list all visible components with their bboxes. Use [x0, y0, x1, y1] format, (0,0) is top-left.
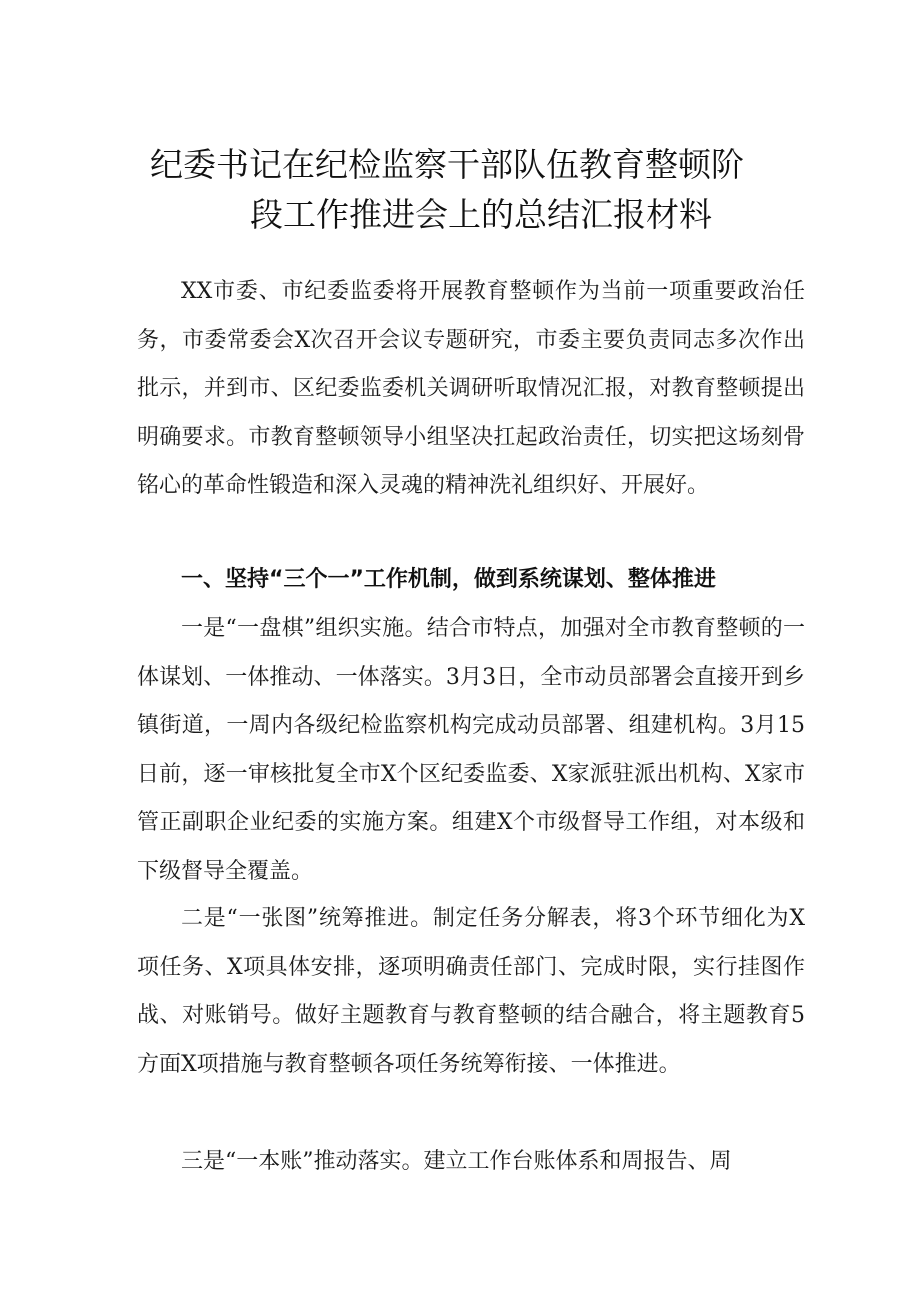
section-heading-1: 一、坚持“三个一”工作机制，做到系统谋划、整体推进: [181, 567, 716, 592]
paragraph-one-chessboard: 一是“一盘棋”组织实施。结合市特点，加强对全市教育整顿的一体谋划、一体推动、一体落实。3月3日，全市动员部署会直接开到乡镇街道，一周内各级纪检监察机构完成动员部署、组建机构。3月15日前，逐一审核批复全市X个区纪委监委、X家派驻派出机构、X家市管正副职企业纪委的实施方案。组建X个市级督导工作组，对本级和下级督导全覆盖。: [137, 616, 805, 884]
intro-paragraph: XX市委、市纪委监委将开展教育整顿作为当前一项重要政治任务，市委常委会X次召开会议专题研究，市委主要负责同志多次作出批示，并到市、区纪委监委机关调研听取情况汇报，对教育整顿提出明确要求。市教育整顿领导小组坚决扛起政治责任，切实把这场刻骨铭心的革命性锻造和深入灵魂的精神洗礼组织好、开展好。: [137, 279, 805, 498]
title-line-2: 段工作推进会上的总结汇报材料: [250, 195, 712, 234]
paragraph-two-map: 二是“一张图”统筹推进。制定任务分解表，将3个环节细化为X项任务、X项具体安排，逐项明确责任部门、完成时限，实行挂图作战、对账销号。做好主题教育与教育整顿的结合融合，将主题教育5方面X项措施与教育整顿各项任务统筹衔接、一体推进。: [137, 906, 805, 1077]
title-line-1: 纪委书记在纪检监察干部队伍教育整顿阶: [150, 145, 744, 184]
paragraph-three-ledger: 三是“一本账”推动落实。建立工作台账体系和周报告、周: [181, 1149, 732, 1174]
